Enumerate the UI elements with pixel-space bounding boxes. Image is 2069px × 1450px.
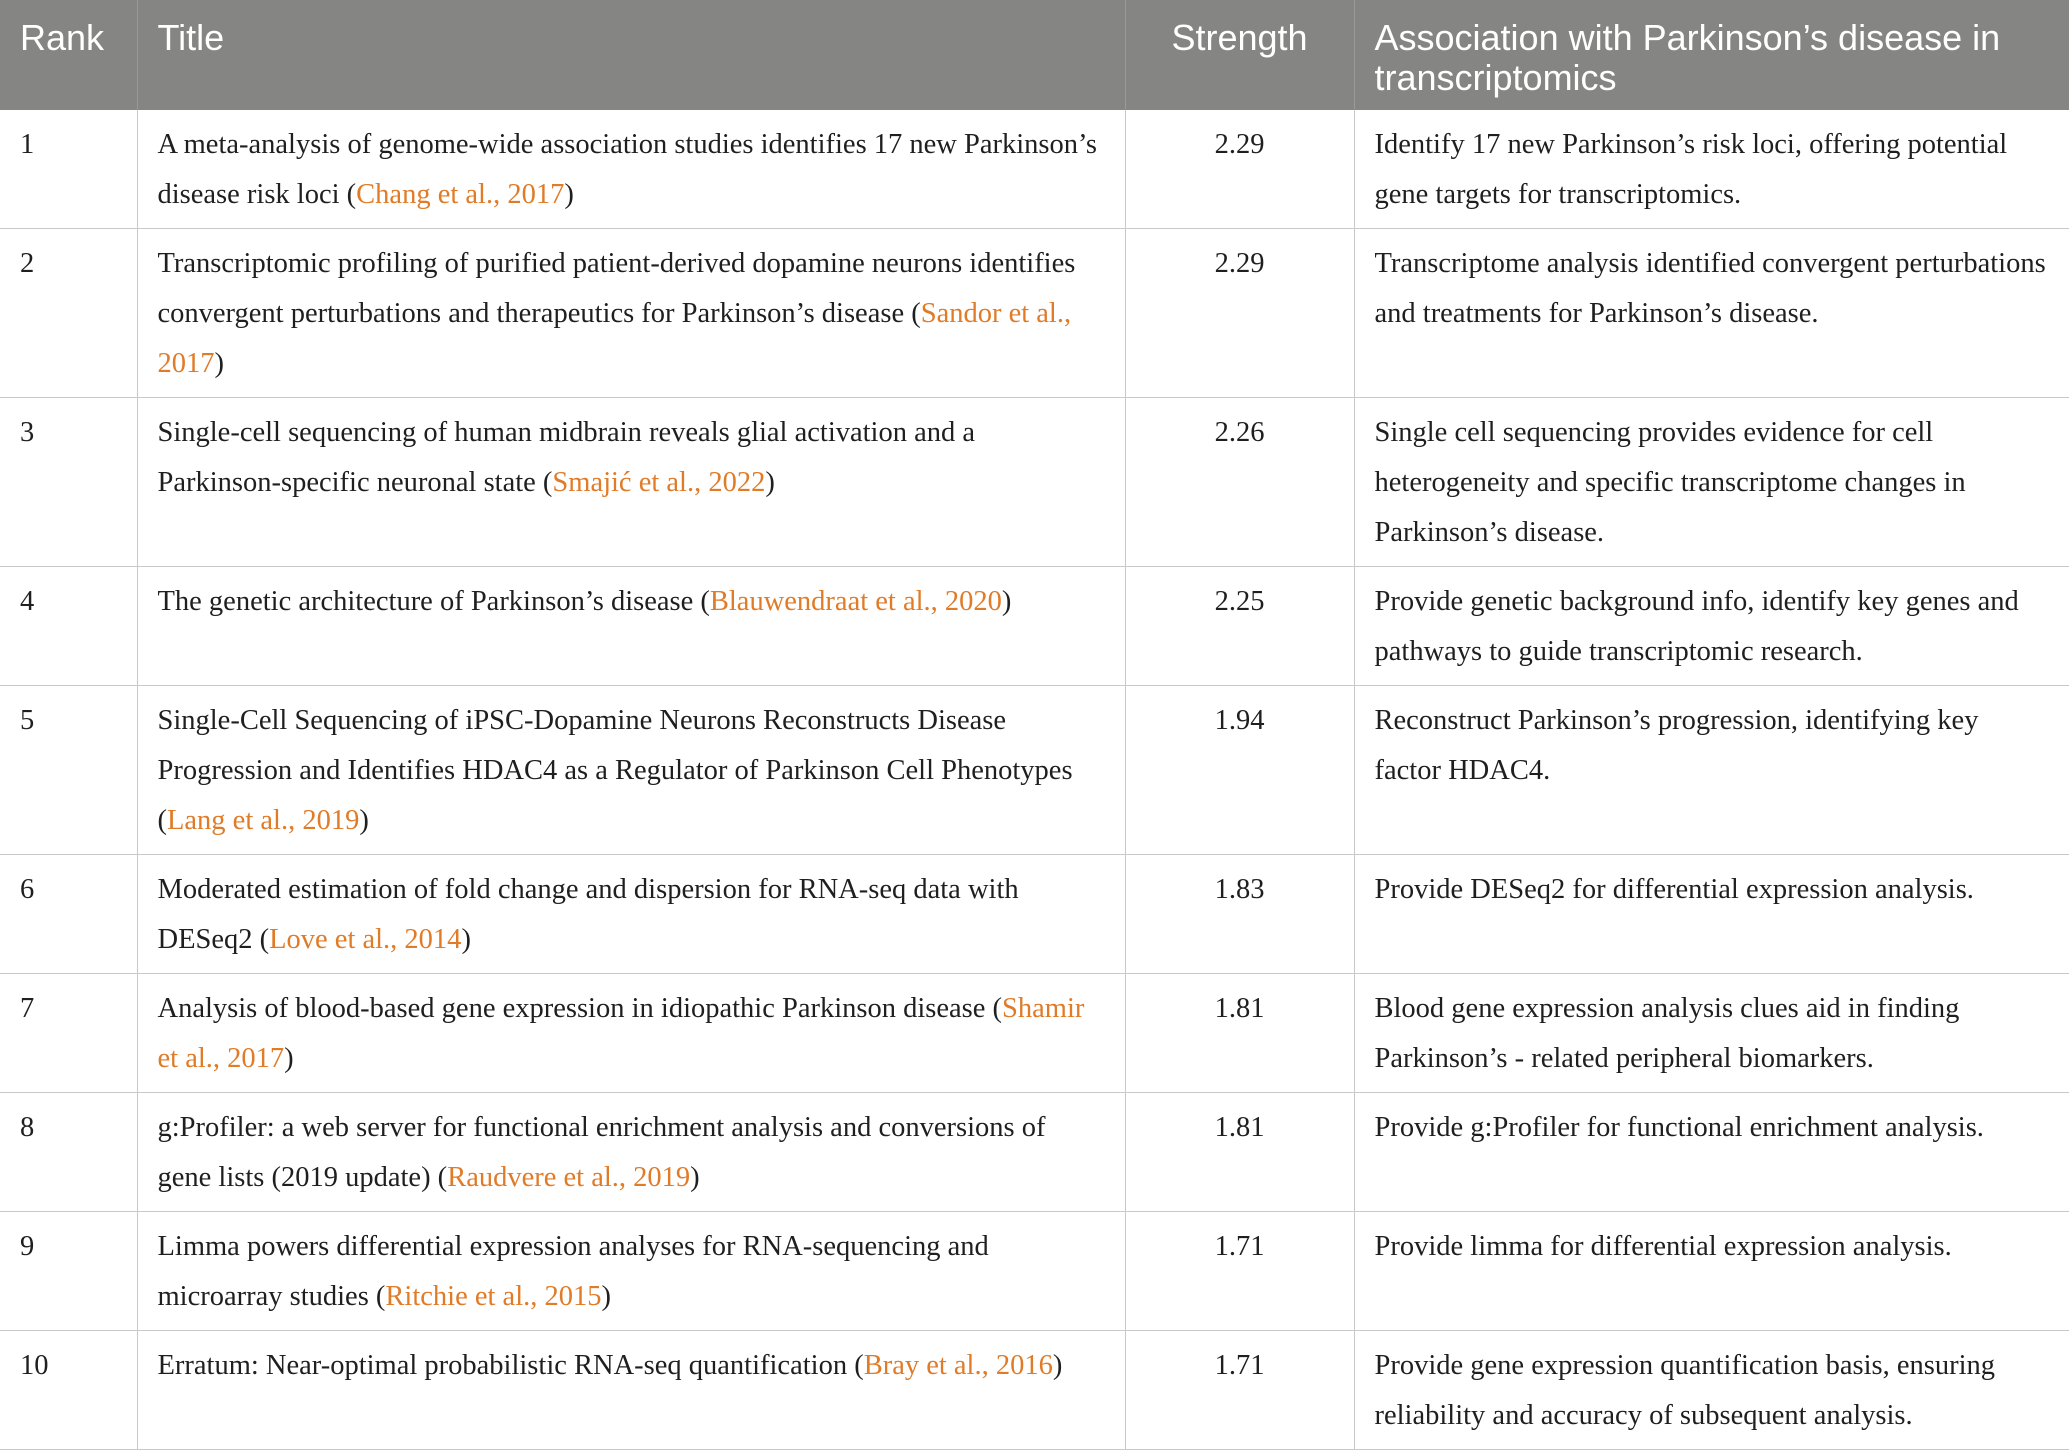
- title-text: Single-cell sequencing of human midbrain reveals glial activation and a Parkinson-specific neuronal state (: [157, 417, 976, 498]
- title-text: Analysis of blood-based gene expression in idiopathic Parkinson disease (: [157, 993, 1003, 1024]
- rank-cell: 4: [0, 567, 137, 686]
- citation-link[interactable]: Ritchie et al., 2015: [385, 1281, 602, 1312]
- citation-link[interactable]: Sandor et al., 2017: [157, 298, 1072, 379]
- table-row: [0, 974, 2069, 1093]
- citation-link[interactable]: Blauwendraat et al., 2020: [709, 586, 1002, 617]
- table-row: [0, 110, 2069, 229]
- citation-link[interactable]: Chang et al., 2017: [356, 179, 565, 210]
- citation-link[interactable]: Lang et al., 2019: [167, 805, 360, 836]
- strength-cell: 2.29: [1125, 229, 1354, 398]
- title-end: ): [359, 805, 369, 836]
- table-header: [0, 0, 2069, 110]
- title-cell: [137, 229, 1125, 398]
- title-text: A meta-analysis of genome-wide association studies identifies 17 new Parkinson’s disease risk loci (: [157, 129, 1098, 210]
- title-end: ): [765, 467, 775, 498]
- citation-link[interactable]: Smajić et al., 2022: [552, 467, 766, 498]
- title-end: ): [214, 348, 224, 379]
- header-strength: Strength: [1125, 0, 1354, 110]
- rank-cell: 7: [0, 974, 137, 1093]
- title-cell: [137, 1331, 1125, 1450]
- table-row: [0, 1212, 2069, 1331]
- table-body: [0, 110, 2069, 1450]
- table-row: [0, 855, 2069, 974]
- strength-cell: 2.25: [1125, 567, 1354, 686]
- table-row: [0, 398, 2069, 567]
- title-cell: [137, 1212, 1125, 1331]
- title-text: g:Profiler: a web server for functional enrichment analysis and conversions of gene lists (2019 update) (: [157, 1112, 1046, 1193]
- rank-cell: 9: [0, 1212, 137, 1331]
- title-end: ): [601, 1281, 611, 1312]
- header-title: Title: [137, 0, 1125, 110]
- association-cell: Provide genetic background info, identify key genes and pathways to guide transcriptomic research.: [1354, 567, 2069, 686]
- table-row: [0, 229, 2069, 398]
- table-row: [0, 686, 2069, 855]
- citation-link[interactable]: Raudvere et al., 2019: [447, 1162, 691, 1193]
- association-cell: Provide gene expression quantification basis, ensuring reliability and accuracy of subsequent analysis.: [1354, 1331, 2069, 1450]
- table-row: [0, 567, 2069, 686]
- association-cell: Blood gene expression analysis clues aid in finding Parkinson’s - related peripheral biomarkers.: [1354, 974, 2069, 1093]
- rank-cell: 5: [0, 686, 137, 855]
- title-text: Single-Cell Sequencing of iPSC-Dopamine Neurons Reconstructs Disease Progression and Identifies HDAC4 as a Regulator of Parkinson Cell Phenotypes (: [157, 705, 1073, 836]
- strength-cell: 2.29: [1125, 110, 1354, 229]
- strength-cell: 2.26: [1125, 398, 1354, 567]
- association-cell: Single cell sequencing provides evidence for cell heterogeneity and specific transcriptome changes in Parkinson’s disease.: [1354, 398, 2069, 567]
- association-cell: Transcriptome analysis identified convergent perturbations and treatments for Parkinson’s disease.: [1354, 229, 2069, 398]
- strength-cell: 1.71: [1125, 1331, 1354, 1450]
- title-end: ): [461, 924, 471, 955]
- title-cell: [137, 686, 1125, 855]
- table-row: [0, 1331, 2069, 1450]
- title-cell: [137, 567, 1125, 686]
- title-end: ): [564, 179, 574, 210]
- header-association: Association with Parkinson’s disease in transcriptomics: [1354, 0, 2069, 110]
- table-row: [0, 1093, 2069, 1212]
- citation-link[interactable]: Bray et al., 2016: [863, 1350, 1053, 1381]
- title-end: ): [1001, 586, 1012, 617]
- title-end: ): [284, 1043, 294, 1074]
- title-cell: [137, 398, 1125, 567]
- strength-cell: 1.83: [1125, 855, 1354, 974]
- rank-cell: 10: [0, 1331, 137, 1450]
- association-cell: Provide DESeq2 for differential expression analysis.: [1354, 855, 2069, 974]
- strength-cell: 1.81: [1125, 974, 1354, 1093]
- association-cell: Reconstruct Parkinson’s progression, identifying key factor HDAC4.: [1354, 686, 2069, 855]
- rank-cell: 3: [0, 398, 137, 567]
- strength-cell: 1.94: [1125, 686, 1354, 855]
- title-text: The genetic architecture of Parkinson’s disease (: [157, 586, 710, 617]
- association-cell: Provide g:Profiler for functional enrichment analysis.: [1354, 1093, 2069, 1212]
- title-text: Moderated estimation of fold change and dispersion for RNA-seq data with DESeq2 (: [157, 874, 1019, 955]
- title-text: Transcriptomic profiling of purified patient-derived dopamine neurons identifies convergent perturbations and therapeutics for Parkinson’s disease (: [157, 248, 1076, 329]
- title-cell: [137, 855, 1125, 974]
- header-row: [0, 0, 2069, 110]
- citation-link[interactable]: Love et al., 2014: [269, 924, 462, 955]
- title-text: Erratum: Near-optimal probabilistic RNA-seq quantification (: [157, 1350, 864, 1381]
- title-cell: [137, 110, 1125, 229]
- rank-cell: 8: [0, 1093, 137, 1212]
- association-cell: Provide limma for differential expression analysis.: [1354, 1212, 2069, 1331]
- rank-cell: 6: [0, 855, 137, 974]
- title-text: Limma powers differential expression analyses for RNA-sequencing and microarray studies (: [157, 1231, 989, 1312]
- strength-cell: 1.81: [1125, 1093, 1354, 1212]
- title-end: ): [1052, 1350, 1063, 1381]
- association-cell: Identify 17 new Parkinson’s risk loci, offering potential gene targets for transcriptomics.: [1354, 110, 2069, 229]
- rank-cell: 1: [0, 110, 137, 229]
- title-cell: [137, 974, 1125, 1093]
- title-end: ): [690, 1162, 700, 1193]
- header-rank: Rank: [0, 0, 137, 110]
- rank-cell: 2: [0, 229, 137, 398]
- title-cell: [137, 1093, 1125, 1212]
- citation-link[interactable]: Shamir et al., 2017: [157, 993, 1085, 1074]
- strength-cell: 1.71: [1125, 1212, 1354, 1331]
